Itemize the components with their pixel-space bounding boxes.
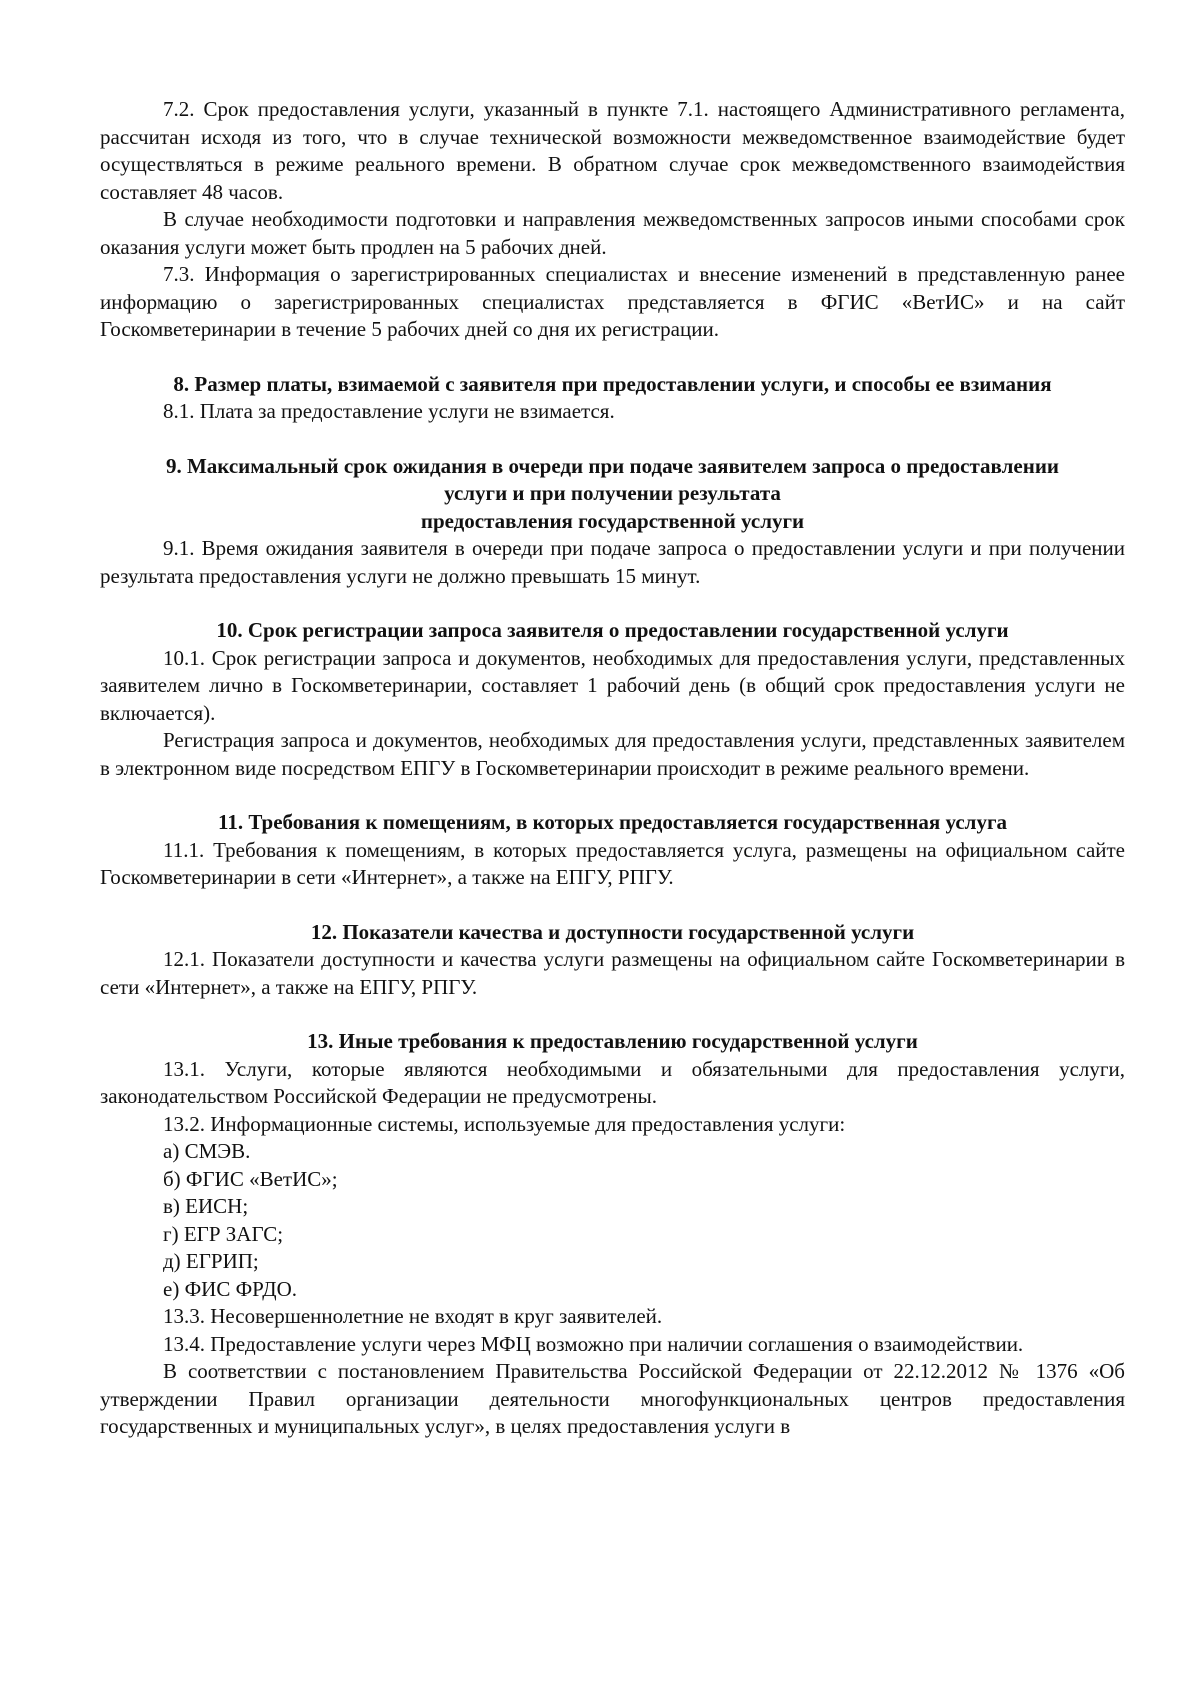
- paragraph-10-1-registration: Регистрация запроса и документов, необходимых для предоставления услуги, представленных заявителем в электронном виде посредством ЕПГУ в Госкомветеринарии происходит в режиме реального времени.: [100, 728, 1125, 780]
- section-gap: [100, 892, 1125, 919]
- list-item-system: г) ЕГР ЗАГС;: [163, 1221, 284, 1246]
- section-gap: [100, 426, 1125, 453]
- list-item-system: в) ЕИСН;: [163, 1194, 249, 1218]
- section-gap: [100, 1001, 1125, 1028]
- heading-section-11: 11. Требования к помещениям, в которых предоставляется государственная услуга: [218, 810, 1007, 834]
- list-item-system: д) ЕГРИП;: [163, 1249, 259, 1273]
- paragraph-13-4-resolution: В соответствии с постановлением Правительства Российской Федерации от 22.12.2012 № 1376 «Об утверждении Правил организации деятельности многофункциональных центров предоставления государственных и муниципальных услуг», в целях предоставления услуги в: [100, 1359, 1125, 1438]
- heading-section-10: 10. Срок регистрации запроса заявителя о предоставлении государственной услуги: [216, 618, 1009, 642]
- list-item-system: б) ФГИС «ВетИС»;: [163, 1166, 338, 1191]
- paragraph-13-4: 13.4. Предоставление услуги через МФЦ возможно при наличии соглашения о взаимодействии.: [163, 1331, 1024, 1356]
- section-gap: [100, 590, 1125, 617]
- paragraph-13-1: 13.1. Услуги, которые являются необходимыми и обязательными для предоставления услуги, законодательством Российской Федерации не предусмотрены.: [100, 1056, 1125, 1108]
- heading-section-8: 8. Размер платы, взимаемой с заявителя при предоставлении услуги, и способы ее взимания: [173, 371, 1052, 396]
- paragraph-7-3: 7.3. Информация о зарегистрированных специалистах и внесение изменений в представленную ранее информацию о зарегистрированных специалистах представляется в ФГИС «ВетИС» и на сайт Госкомветеринарии в течение 5 рабочих дней со дня их регистрации.: [100, 262, 1125, 341]
- list-item-system: е) ФИС ФРДО.: [163, 1276, 298, 1301]
- heading-section-9-line-2: предоставления государственной услуги: [420, 508, 805, 533]
- paragraph-8-1: 8.1. Плата за предоставление услуги не взимается.: [163, 399, 615, 423]
- paragraph-11-1: 11.1. Требования к помещениям, в которых предоставляется услуга, размещены на официальном сайте Госкомветеринарии в сети «Интернет», а также на ЕПГУ, РПГУ.: [100, 837, 1125, 889]
- paragraph-7-2: 7.2. Срок предоставления услуги, указанный в пункте 7.1. настоящего Административного регламента, рассчитан исходя из того, что в случае технической возможности межведомственное взаимодействие будет осуществляться в режиме реального времени. В обратном случае срок межведомственного взаимодействия составляет 48 часов.: [100, 97, 1125, 204]
- paragraph-13-3: 13.3. Несовершеннолетние не входят в круг заявителей.: [163, 1304, 663, 1328]
- document-page: [100, 96, 1125, 1441]
- paragraph-12-1: 12.1. Показатели доступности и качества услуги размещены на официальном сайте Госкомветеринарии в сети «Интернет», а также на ЕПГУ, РПГУ.: [100, 947, 1125, 999]
- heading-section-12: 12. Показатели качества и доступности государственной услуги: [310, 919, 915, 944]
- list-item-system: а) СМЭВ.: [163, 1139, 251, 1163]
- section-gap: [100, 782, 1125, 809]
- heading-section-9: 9. Максимальный срок ожидания в очереди при подаче заявителем запроса о предоставлении услуги и при получении результата: [165, 453, 1060, 505]
- paragraph-13-2: 13.2. Информационные системы, используемые для предоставления услуги:: [163, 1111, 846, 1136]
- heading-section-13: 13. Иные требования к предоставлению государственной услуги: [307, 1029, 918, 1053]
- section-gap: [100, 344, 1125, 371]
- paragraph-7-2-extension: В случае необходимости подготовки и направления межведомственных запросов иными способами срок оказания услуги может быть продлен на 5 рабочих дней.: [100, 207, 1125, 259]
- paragraph-10-1: 10.1. Срок регистрации запроса и документов, необходимых для предоставления услуги, представленных заявителем лично в Госкомветеринарии, составляет 1 рабочий день (в общий срок предоставления услуги не включается).: [100, 645, 1125, 725]
- paragraph-9-1: 9.1. Время ожидания заявителя в очереди при подаче запроса о предоставлении услуги и при получении результата предоставления услуги не должно превышать 15 минут.: [100, 536, 1125, 588]
